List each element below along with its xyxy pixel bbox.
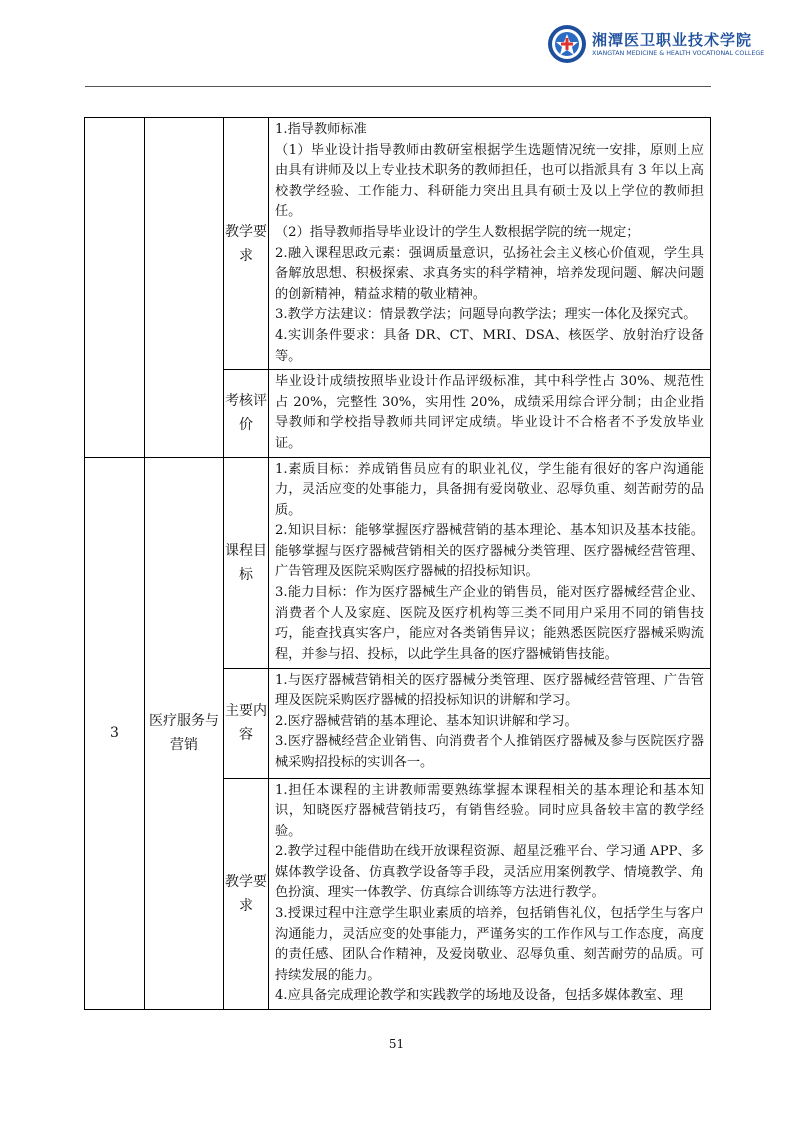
section-label: 课程目标	[224, 457, 269, 668]
content-line: 1.与医疗器械营销相关的医疗器械分类管理、医疗器械经营管理、广告管理及医院采购医疗器械的招投标知识的讲解和学习。	[275, 672, 704, 709]
course-name: 医疗服务与营销	[145, 457, 224, 1010]
row-number	[85, 118, 145, 458]
course-table	[84, 117, 711, 1010]
section-label: 教学要求	[224, 118, 269, 370]
content-line: 1.指导教师标准	[275, 122, 367, 137]
section-content	[269, 457, 711, 668]
table-row	[85, 118, 711, 370]
header-divider	[85, 86, 711, 87]
content-line: （1）毕业设计指导教师由教研室根据学生选题情况统一安排，原则上应由具有讲师及以上专业技术职务的教师担任，也可以指派具有 3 年以上高校教学经验、工作能力、科研能力突出且具有硕士及以上学位的教师担任。	[275, 142, 704, 220]
section-label: 教学要求	[224, 778, 269, 1010]
content-line: 2.教学过程中能借助在线开放课程资源、超星泛雅平台、学习通 APP、多媒体教学设备、仿真教学设备等手段，灵活应用案例教学、情境教学、角色扮演、理实一体教学、仿真综合训练等方法进行教学。	[275, 844, 704, 901]
content-line: 3.能力目标：作为医疗器械生产企业的销售员，能对医疗器械经营企业、消费者个人及家庭、医院及医疗机构等三类不同用户采用不同的销售技巧，能查找真实客户，能应对各类销售异议；能熟悉医院医疗器械采购流程，并参与招、投标，以此学生具备的医疗器械销售技能。	[275, 585, 704, 662]
content-line: 3.医疗器械经营企业销售、向消费者个人推销医疗器械及参与医院医疗器械采购招投标的实训各一。	[275, 734, 704, 770]
school-name: 湘潭医卫职业技术学院	[592, 31, 753, 49]
content-line: 2.融入课程思政元素：强调质量意识，弘扬社会主义核心价值观，学生具备解放思想、积极探索、求真务实的科学精神，培养发现问题、解决问题的创新精神，精益求精的敬业精神。	[275, 245, 704, 302]
section-content	[269, 668, 711, 778]
content-line: 毕业设计成绩按照毕业设计作品评级标准，其中科学性占 30%、规范性占 20%，完整性 30%，实用性 20%，成绩采用综合评分制；由企业指导教师和学校指导教师共同评定成绩。毕业设计不合格者不予发放毕业证。	[275, 374, 704, 451]
table-row	[85, 457, 711, 668]
content-line: 2.知识目标：能够掌握医疗器械营销的基本理论、基本知识及基本技能。能够掌握与医疗器械营销相关的医疗器械分类管理、医疗器械经营管理、广告管理及医院采购医疗器械的招投标知识。	[275, 523, 704, 580]
page-number: 51	[388, 1037, 405, 1051]
content-line: 4.应具备完成理论教学和实践教学的场地及设备，包括多媒体教室、理	[275, 988, 684, 1004]
section-label: 主要内容	[224, 668, 269, 778]
course-name	[145, 118, 224, 458]
content-line: 2.医疗器械营销的基本理论、基本知识讲解和学习。	[275, 713, 578, 729]
content-line: 3.教学方法建议：情景教学法；问题导向教学法；理实一体化及探究式。	[275, 307, 697, 323]
content-line: 4.实训条件要求：具备 DR、CT、MRI、DSA、核医学、放射治疗设备等。	[275, 327, 704, 364]
section-content	[269, 370, 711, 457]
content-line: 1.担任本课程的主讲教师需要熟练掌握本课程相关的基本理论和基本知识，知晓医疗器械营销技巧，有销售经验。同时应具备较丰富的教学经验。	[275, 782, 704, 839]
section-label: 考核评价	[224, 370, 269, 457]
section-content	[269, 778, 711, 1010]
page-header	[0, 0, 793, 86]
row-number: 3	[85, 457, 145, 1010]
school-logo-icon	[547, 24, 587, 64]
school-name-en: XIANGTAN MEDICINE & HEALTH VOCATIONAL COLLEGE	[592, 50, 765, 57]
content-line: 3.授课过程中注意学生职业素质的培养，包括销售礼仪，包括学生与客户沟通能力，灵活应变的处事能力，严谨务实的工作作风与工作态度，高度的责任感、团队合作精神，及爱岗敬业、忍辱负重、刻苦耐劳的品质。可持续发展的能力。	[275, 906, 704, 983]
section-content	[269, 118, 711, 370]
content-line: （2）指导教师指导毕业设计的学生人数根据学院的统一规定；	[275, 224, 640, 240]
content-line: 1.素质目标：养成销售员应有的职业礼仪，学生能有很好的客户沟通能力，灵活应变的处事能力，具备拥有爱岗敬业、忍辱负重、刻苦耐劳的品质。	[275, 461, 704, 518]
